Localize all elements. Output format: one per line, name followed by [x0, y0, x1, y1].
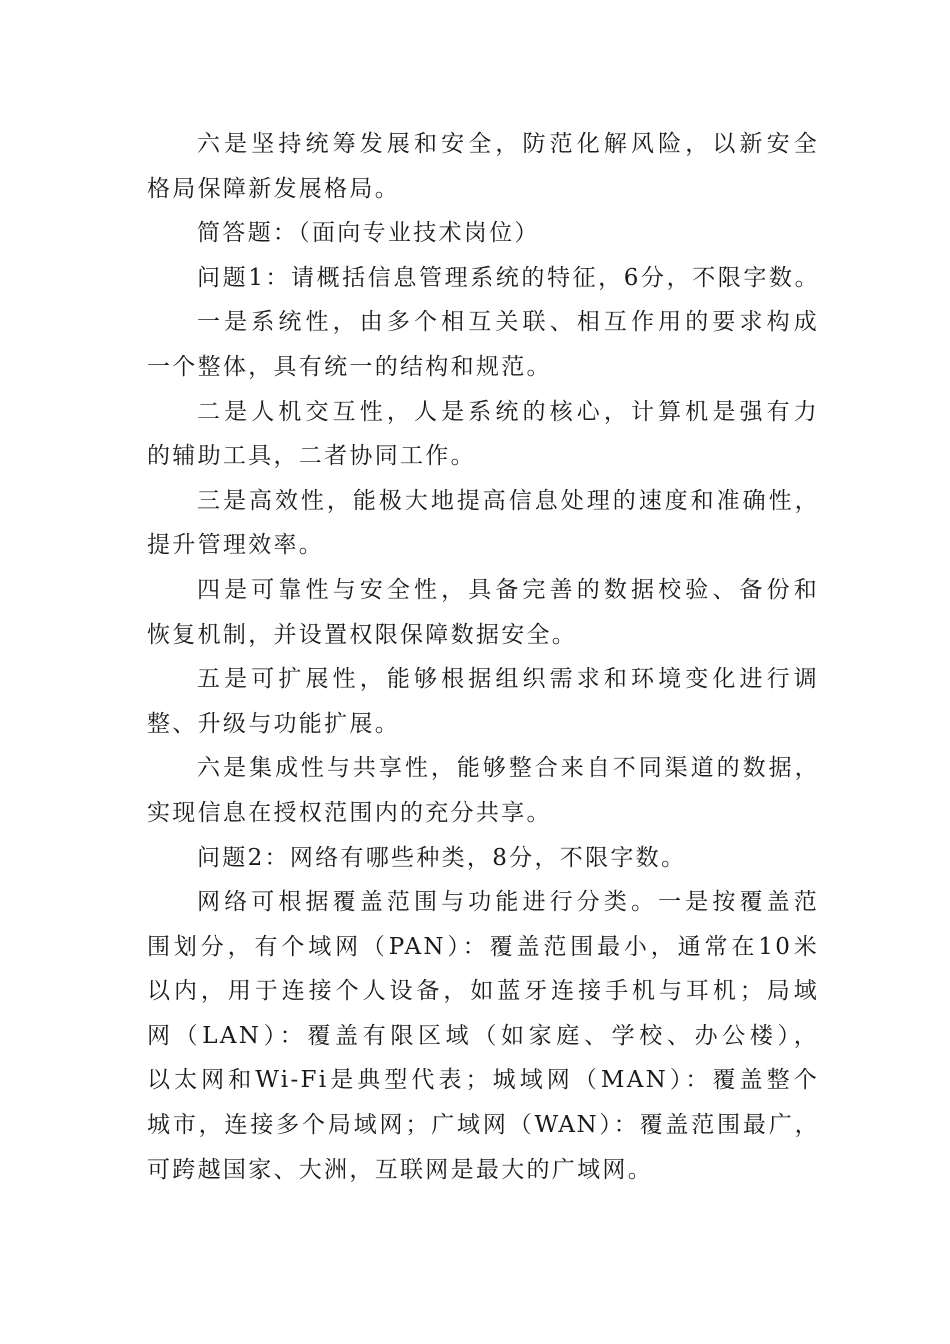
paragraph-line: 格局保障新发展格局。 [147, 175, 400, 202]
answer-point-1 [147, 300, 819, 389]
question-text: 问题1：请概括信息管理系统的特征，6分，不限字数。 [197, 264, 819, 291]
section-heading-short-answer [147, 211, 819, 256]
answer-point-4 [147, 568, 819, 657]
paragraph-line: 实现信息在授权范围内的充分共享。 [147, 799, 552, 826]
document-body [147, 122, 819, 1192]
question-text: 问题2：网络有哪些种类，8分，不限字数。 [197, 844, 687, 871]
answer-point-6 [147, 746, 819, 835]
paragraph-line: 的辅助工具，二者协同工作。 [147, 443, 476, 470]
paragraph-line: 以太网和Wi-Fi是典型代表；城域网（MAN）：覆盖整个 [147, 1067, 819, 1094]
answer-network-types [147, 880, 819, 1192]
paragraph-line: 六是集成性与共享性，能够整合来自不同渠道的数据， [197, 755, 819, 782]
answer-point-3 [147, 479, 819, 568]
paragraph-line: 三是高效性，能极大地提高信息处理的速度和准确性， [197, 487, 819, 514]
paragraph-line: 可跨越国家、大洲，互联网是最大的广域网。 [147, 1156, 653, 1183]
paragraph-line: 以内，用于连接个人设备，如蓝牙连接手机与耳机；局域 [147, 978, 819, 1005]
section-heading: 简答题：（面向专业技术岗位） [197, 220, 540, 247]
paragraph-line: 围划分，有个域网（PAN）：覆盖范围最小，通常在10米 [147, 933, 819, 960]
paragraph-security-pattern [147, 122, 819, 211]
paragraph-line: 网络可根据覆盖范围与功能进行分类。一是按覆盖范 [197, 889, 819, 916]
question-1 [147, 256, 819, 301]
answer-point-2 [147, 390, 819, 479]
paragraph-line: 恢复机制，并设置权限保障数据安全。 [147, 621, 578, 648]
paragraph-line: 二是人机交互性，人是系统的核心，计算机是强有力 [197, 398, 819, 425]
paragraph-line: 五是可扩展性，能够根据组织需求和环境变化进行调 [197, 666, 819, 693]
paragraph-line: 六是坚持统筹发展和安全，防范化解风险，以新安全 [197, 131, 819, 157]
paragraph-line: 一个整体，具有统一的结构和规范。 [147, 353, 552, 380]
answer-point-5 [147, 657, 819, 746]
question-2 [147, 836, 819, 881]
paragraph-line: 四是可靠性与安全性，具备完善的数据校验、备份和 [197, 576, 819, 603]
paragraph-line: 一是系统性，由多个相互关联、相互作用的要求构成 [197, 309, 819, 336]
paragraph-line: 网（LAN）：覆盖有限区域（如家庭、学校、办公楼）， [147, 1022, 819, 1049]
paragraph-line: 提升管理效率。 [147, 532, 325, 559]
paragraph-line: 城市，连接多个局域网；广域网（WAN）：覆盖范围最广， [147, 1112, 819, 1139]
paragraph-line: 整、升级与功能扩展。 [147, 710, 400, 737]
